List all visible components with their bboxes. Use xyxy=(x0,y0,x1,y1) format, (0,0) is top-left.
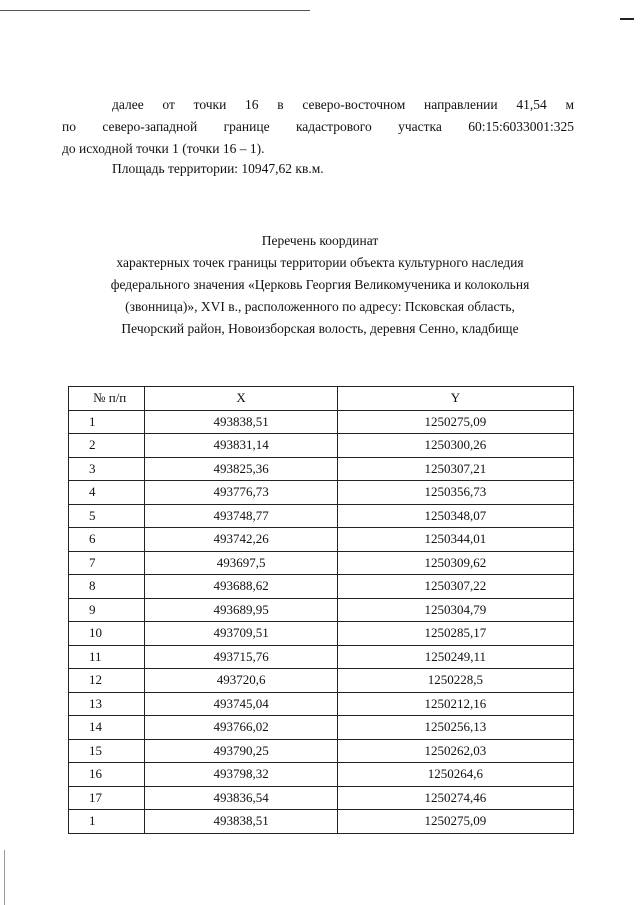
table-row xyxy=(69,716,574,740)
cell-y: 1250285,17 xyxy=(337,622,573,646)
table-row xyxy=(69,528,574,552)
table-header-row xyxy=(69,387,574,411)
cell-x: 493831,14 xyxy=(145,434,337,458)
cell-number: 14 xyxy=(69,716,145,740)
heading-line-4: (звонница)», XVI в., расположенного по адресу: Псковская область, xyxy=(125,299,515,314)
cell-x: 493838,51 xyxy=(145,410,337,434)
table-row xyxy=(69,739,574,763)
cell-number: 1 xyxy=(69,810,145,834)
heading-line-5: Печорский район, Новоизборская волость, деревня Сенно, кладбище xyxy=(121,321,519,336)
heading-line-1: Перечень координат xyxy=(261,233,379,248)
cell-x: 493715,76 xyxy=(145,645,337,669)
table-row xyxy=(69,551,574,575)
cell-x: 493838,51 xyxy=(145,810,337,834)
cell-y: 1250275,09 xyxy=(337,810,573,834)
cell-number: 1 xyxy=(69,410,145,434)
top-rule xyxy=(0,10,310,11)
cell-x: 493742,26 xyxy=(145,528,337,552)
cell-y: 1250356,73 xyxy=(337,481,573,505)
description-line-2: по северо-западной границе кадастрового участка 60:15:6033001:325 xyxy=(62,119,574,134)
table-row xyxy=(69,645,574,669)
margin-mark xyxy=(4,850,5,905)
table-row xyxy=(69,481,574,505)
cell-x: 493720,6 xyxy=(145,669,337,693)
cell-y: 1250228,5 xyxy=(337,669,573,693)
cell-number: 15 xyxy=(69,739,145,763)
cell-number: 7 xyxy=(69,551,145,575)
description-paragraph xyxy=(62,94,574,160)
cell-y: 1250348,07 xyxy=(337,504,573,528)
cell-y: 1250249,11 xyxy=(337,645,573,669)
table-row xyxy=(69,504,574,528)
cell-number: 6 xyxy=(69,528,145,552)
heading-line-2: характерных точек границы территории объекта культурного наследия xyxy=(116,255,524,270)
cell-number: 9 xyxy=(69,598,145,622)
header-number: № п/п xyxy=(69,387,145,411)
table-row xyxy=(69,786,574,810)
cell-number: 12 xyxy=(69,669,145,693)
cell-x: 493697,5 xyxy=(145,551,337,575)
cell-x: 493790,25 xyxy=(145,739,337,763)
table-row xyxy=(69,669,574,693)
cell-y: 1250264,6 xyxy=(337,763,573,787)
cell-y: 1250307,22 xyxy=(337,575,573,599)
description-line-3: до исходной точки 1 (точки 16 – 1). xyxy=(62,141,265,156)
cell-x: 493689,95 xyxy=(145,598,337,622)
cell-x: 493825,36 xyxy=(145,457,337,481)
area-statement: Площадь территории: 10947,62 кв.м. xyxy=(112,161,324,176)
table-row xyxy=(69,622,574,646)
cell-number: 8 xyxy=(69,575,145,599)
cell-y: 1250275,09 xyxy=(337,410,573,434)
table-row xyxy=(69,575,574,599)
cell-y: 1250274,46 xyxy=(337,786,573,810)
cell-y: 1250256,13 xyxy=(337,716,573,740)
cell-x: 493836,54 xyxy=(145,786,337,810)
table-row xyxy=(69,810,574,834)
cell-y: 1250304,79 xyxy=(337,598,573,622)
cell-x: 493766,02 xyxy=(145,716,337,740)
header-x: X xyxy=(145,387,337,411)
cell-number: 5 xyxy=(69,504,145,528)
cell-number: 3 xyxy=(69,457,145,481)
cell-x: 493798,32 xyxy=(145,763,337,787)
corner-mark xyxy=(620,18,634,20)
table-row xyxy=(69,457,574,481)
cell-number: 10 xyxy=(69,622,145,646)
table-row xyxy=(69,598,574,622)
cell-y: 1250300,26 xyxy=(337,434,573,458)
table-row xyxy=(69,434,574,458)
cell-number: 11 xyxy=(69,645,145,669)
cell-y: 1250307,21 xyxy=(337,457,573,481)
description-line-1: далее от точки 16 в северо-восточном направлении 41,54 м xyxy=(112,97,574,112)
coordinates-heading xyxy=(60,230,580,340)
table-row xyxy=(69,763,574,787)
cell-x: 493745,04 xyxy=(145,692,337,716)
coordinates-table xyxy=(68,386,574,834)
cell-number: 4 xyxy=(69,481,145,505)
heading-line-3: федерального значения «Церковь Георгия Великомученика и колокольня xyxy=(110,277,530,292)
cell-number: 13 xyxy=(69,692,145,716)
cell-y: 1250212,16 xyxy=(337,692,573,716)
cell-x: 493776,73 xyxy=(145,481,337,505)
cell-x: 493688,62 xyxy=(145,575,337,599)
table-row xyxy=(69,410,574,434)
cell-number: 2 xyxy=(69,434,145,458)
cell-number: 17 xyxy=(69,786,145,810)
header-y: Y xyxy=(337,387,573,411)
cell-number: 16 xyxy=(69,763,145,787)
cell-y: 1250262,03 xyxy=(337,739,573,763)
table-row xyxy=(69,692,574,716)
cell-x: 493709,51 xyxy=(145,622,337,646)
cell-y: 1250344,01 xyxy=(337,528,573,552)
cell-y: 1250309,62 xyxy=(337,551,573,575)
cell-x: 493748,77 xyxy=(145,504,337,528)
